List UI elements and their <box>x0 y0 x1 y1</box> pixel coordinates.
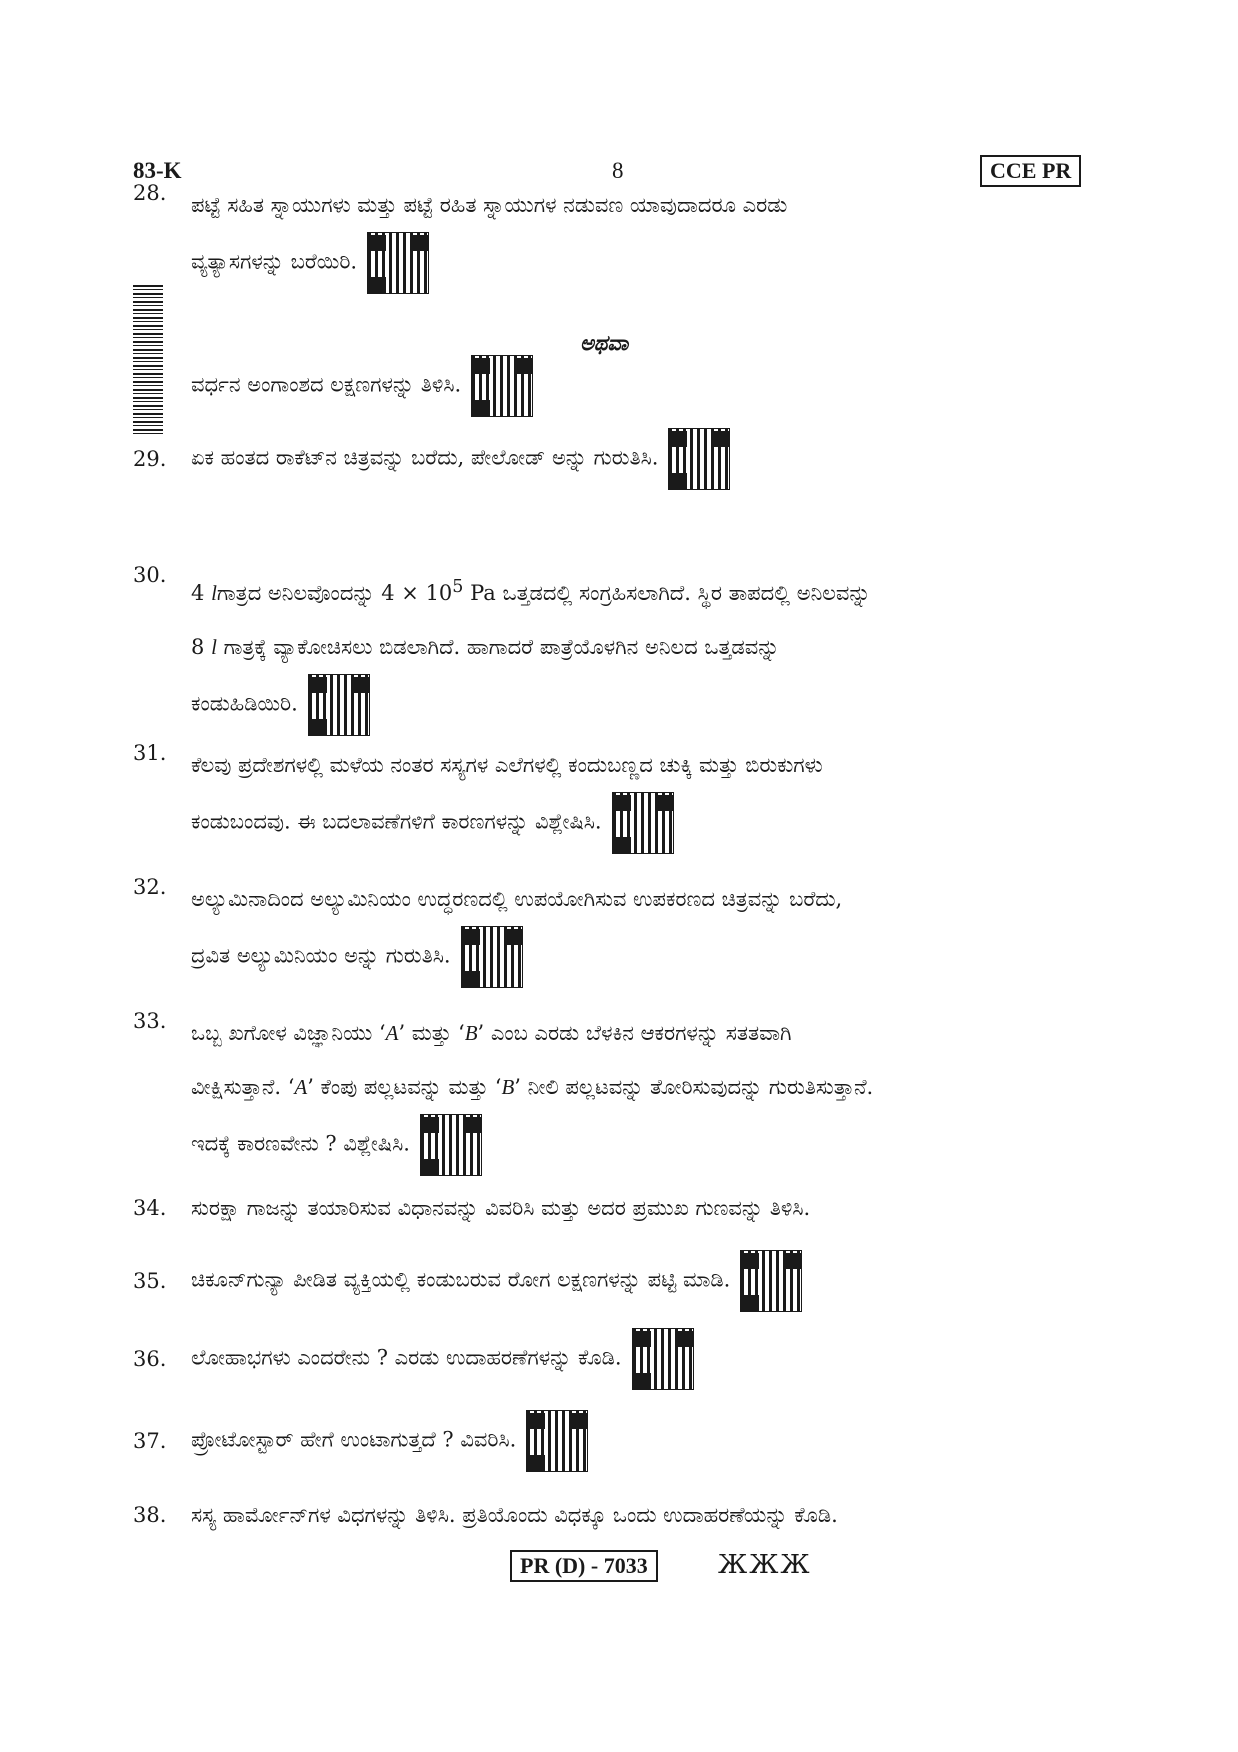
question-number: 33. <box>133 1009 167 1033</box>
question-number: 35. <box>133 1269 167 1293</box>
question-32 <box>133 872 1113 988</box>
question-number: 30. <box>133 563 167 587</box>
question-number: 38. <box>133 1503 167 1527</box>
question-number: 37. <box>133 1429 167 1453</box>
question-number: 29. <box>133 447 167 471</box>
question-number: 28. <box>133 181 167 205</box>
source-label-b: B <box>464 1021 478 1045</box>
question-number: 36. <box>133 1347 167 1371</box>
paper-code: 83-K <box>133 158 182 183</box>
qr-code <box>612 792 674 854</box>
question-text-line: ’ ನೀಲಿ ಪಲ್ಲಟವನ್ನು ತೋರಿಸುವುದನ್ನು ಗುರುತಿಸುತ್ತಾನೆ. <box>514 1075 874 1099</box>
question-34 <box>133 1193 1113 1223</box>
source-label-a: A <box>294 1075 308 1099</box>
qr-code <box>740 1250 802 1312</box>
source-label-b: B <box>501 1075 515 1099</box>
qr-code <box>471 355 533 417</box>
qr-code <box>420 1114 482 1176</box>
question-number: 32. <box>133 875 167 899</box>
unit-litre: l <box>211 581 217 605</box>
question-31 <box>133 738 1113 854</box>
qr-code <box>308 674 370 736</box>
question-text-line: ಒಬ್ಬ ಖಗೋಳ ವಿಜ್ಞಾನಿಯು ‘ <box>191 1021 386 1045</box>
qr-code <box>526 1410 588 1472</box>
qr-code <box>367 232 429 294</box>
question-text-line: ವರ್ಧನ ಅಂಗಾಂಶದ ಲಕ್ಷಣಗಳನ್ನು ತಿಳಿಸಿ. <box>191 372 462 397</box>
question-text-line: ವೀಕ್ಷಿಸುತ್ತಾನೆ. ‘ <box>191 1075 295 1099</box>
question-text-line: Pa ಒತ್ತಡದಲ್ಲಿ ಸಂಗ್ರಹಿಸಲಾಗಿದೆ. ಸ್ಥಿರ ತಾಪದಲ್ಲಿ ಅನಿಲವನ್ನು <box>470 581 871 605</box>
question-text-line: ಇದಕ್ಕೆ ಕಾರಣವೇನು ? ವಿಶ್ಲೇಷಿಸಿ. <box>191 1131 410 1156</box>
value-volume-1: 4 <box>191 581 205 605</box>
header-box-label: CCE PR <box>980 155 1081 187</box>
question-text-line: ಚಿಕೂನ್‌ಗುನ್ಯಾ ಪೀಡಿತ ವ್ಯಕ್ತಿಯಲ್ಲಿ ಕಂಡುಬರುವ ರೋಗ ಲಕ್ಷಣಗಳನ್ನು ಪಟ್ಟಿ ಮಾಡಿ. <box>191 1267 731 1292</box>
value-volume-2: 8 <box>191 635 205 659</box>
footer-ornament: ЖЖЖ <box>718 1550 812 1580</box>
exponent: 5 <box>452 577 464 597</box>
question-text-line: ಲೋಹಾಭಗಳು ಎಂದರೇನು ? ಎರಡು ಉದಾಹರಣೆಗಳನ್ನು ಕೊಡಿ. <box>191 1345 622 1370</box>
question-30 <box>133 560 1113 736</box>
question-28 <box>133 178 1113 294</box>
qr-code <box>461 926 523 988</box>
question-text-line: ಅಲ್ಯುಮಿನಾದಿಂದ ಅಲ್ಯುಮಿನಿಯಂ ಉದ್ಧರಣದಲ್ಲಿ ಉಪಯೋಗಿಸುವ ಉಪಕರಣದ ಚಿತ್ರವನ್ನು ಬರೆದು, <box>191 887 843 911</box>
question-text-line: ಏಕ ಹಂತದ ರಾಕೆಟ್‌ನ ಚಿತ್ರವನ್ನು ಬರೆದು, ಪೇಲೋಡ್ ಅನ್ನು ಗುರುತಿಸಿ. <box>191 445 659 470</box>
page-number: 8 <box>612 158 624 183</box>
qr-code <box>668 428 730 490</box>
question-text-line: ದ್ರವಿತ ಅಲ್ಯುಮಿನಿಯಂ ಅನ್ನು ಗುರುತಿಸಿ. <box>191 943 451 968</box>
question-28-alternative <box>133 355 1113 417</box>
question-text-line: ’ ಎಂಬ ಎರಡು ಬೆಳಕಿನ ಆಕರಗಳನ್ನು ಸತತವಾಗಿ <box>477 1021 792 1045</box>
question-number: 34. <box>133 1196 167 1220</box>
question-36 <box>133 1328 1113 1390</box>
qr-code <box>632 1328 694 1390</box>
question-text-line: ಸುರಕ್ಷಾ ಗಾಜನ್ನು ತಯಾರಿಸುವ ವಿಧಾನವನ್ನು ವಿವರಿಸಿ ಮತ್ತು ಅದರ ಪ್ರಮುಖ ಗುಣವನ್ನು ತಿಳಿಸಿ. <box>191 1196 811 1220</box>
source-label-a: A <box>385 1021 399 1045</box>
question-text-line: ಕಂಡುಹಿಡಿಯಿರಿ. <box>191 691 298 716</box>
question-text-line: ಕಂಡುಬಂದವು. ಈ ಬದಲಾವಣೆಗಳಿಗೆ ಕಾರಣಗಳನ್ನು ವಿಶ್ಲೇಷಿಸಿ. <box>191 809 602 834</box>
question-35 <box>133 1250 1113 1312</box>
question-33 <box>133 1006 1113 1176</box>
question-text-line: ಪ್ರೋಟೋಸ್ಟಾರ್ ಹೇಗೆ ಉಂಟಾಗುತ್ತದೆ ? ವಿವರಿಸಿ. <box>191 1427 517 1452</box>
question-29 <box>133 428 1113 490</box>
question-text-line: ’ ಕೆಂಪು ಪಲ್ಲಟವನ್ನು ಮತ್ತು ‘ <box>307 1075 502 1099</box>
question-text-line: ಪಟ್ಟೆ ಸಹಿತ ಸ್ನಾಯುಗಳು ಮತ್ತು ಪಟ್ಟೆ ರಹಿತ ಸ್ನಾಯುಗಳ ನಡುವಣ ಯಾವುದಾದರೂ ಎರಡು <box>191 193 788 217</box>
question-37 <box>133 1410 1113 1472</box>
question-text-line: ಗಾತ್ರದ ಅನಿಲವೊಂದನ್ನು 4 × 10 <box>216 581 453 605</box>
question-text-line: ಕೆಲವು ಪ್ರದೇಶಗಳಲ್ಲಿ ಮಳೆಯ ನಂತರ ಸಸ್ಯಗಳ ಎಲೆಗಳಲ್ಲಿ ಕಂದುಬಣ್ಣದ ಚುಕ್ಕಿ ಮತ್ತು ಬಿರುಕುಗಳು <box>191 753 823 777</box>
question-38 <box>133 1500 1113 1530</box>
question-text-line: ವ್ಯತ್ಯಾಸಗಳನ್ನು ಬರೆಯಿರಿ. <box>191 249 358 274</box>
question-text-line: ಸಸ್ಯ ಹಾರ್ಮೋನ್‌ಗಳ ವಿಧಗಳನ್ನು ತಿಳಿಸಿ. ಪ್ರತಿಯೊಂದು ವಿಧಕ್ಕೂ ಒಂದು ಉದಾಹರಣೆಯನ್ನು ಕೊಡಿ. <box>191 1503 838 1527</box>
question-text-line: ’ ಮತ್ತು ‘ <box>398 1021 465 1045</box>
question-text-line: ಗಾತ್ರಕ್ಕೆ ವ್ಯಾಕೋಚಿಸಲು ಬಿಡಲಾಗಿದೆ. ಹಾಗಾದರೆ ಪಾತ್ರೆಯೊಳಗಿನ ಅನಿಲದ ಒತ್ತಡವನ್ನು <box>223 635 780 659</box>
or-label: ಅಥವಾ <box>580 330 629 355</box>
footer-code: PR (D) - 7033 <box>510 1550 658 1582</box>
question-number: 31. <box>133 741 167 765</box>
unit-litre: l <box>211 635 217 659</box>
